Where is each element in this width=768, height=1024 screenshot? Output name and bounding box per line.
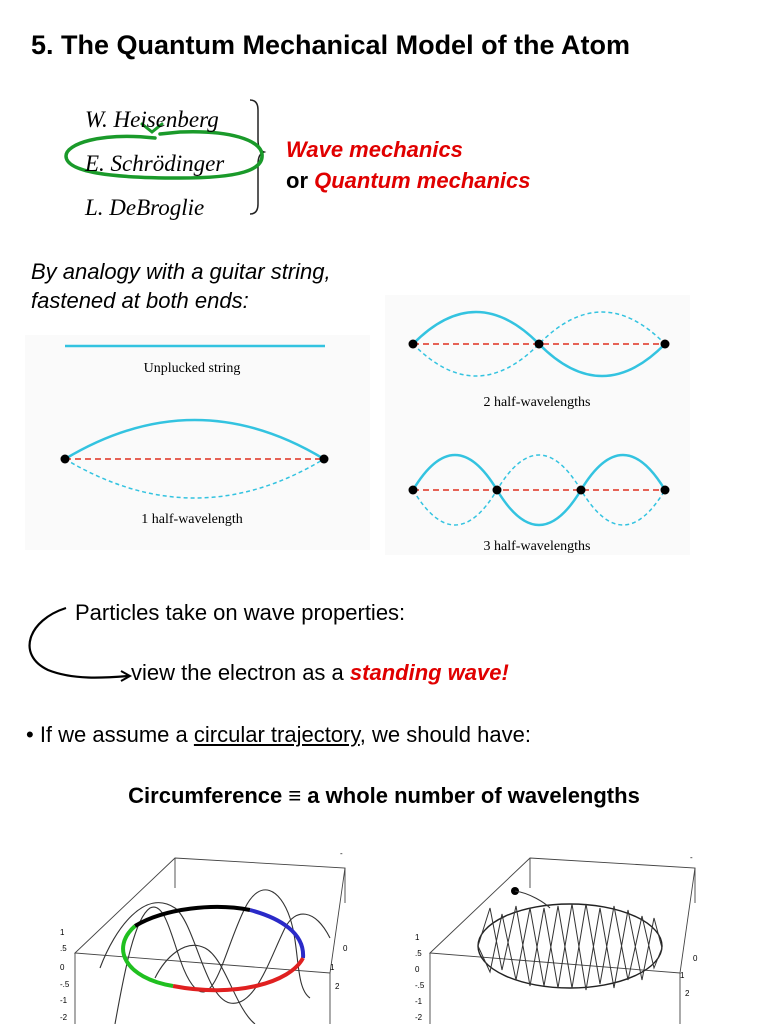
tick-y-2: 1 xyxy=(330,963,335,972)
tick-z-6: -2 xyxy=(60,1013,68,1022)
page-title: 5. The Quantum Mechanical Model of the Atom xyxy=(31,30,631,60)
unplucked-caption: Unplucked string xyxy=(143,361,241,376)
node-3c xyxy=(577,486,586,495)
view-prefix: view the electron as a xyxy=(131,660,344,685)
tick-z-2b: .5 xyxy=(415,949,422,958)
scientist-heisenberg: W. Heisenberg xyxy=(85,107,219,132)
assume-bullet xyxy=(26,722,531,748)
node-3b xyxy=(493,486,502,495)
three-half-caption: 3 half-wavelengths xyxy=(483,539,591,554)
tick-z-1b: 1 xyxy=(415,933,420,942)
tick-z-5: -1 xyxy=(60,996,68,1005)
string-diagrams-left xyxy=(25,335,370,550)
circular-trajectory-text: circular trajectory xyxy=(193,722,360,747)
tick-z-1: 1 xyxy=(60,928,65,937)
ring-segment-green xyxy=(123,926,173,986)
ring-segment-black xyxy=(135,907,250,926)
scientist-debroglie: L. DeBroglie xyxy=(85,195,205,220)
node-right xyxy=(320,455,329,464)
node-2b xyxy=(535,340,544,349)
circumference-statement: Circumference ≡ a whole number of wavelengths xyxy=(128,783,640,808)
string-diagrams-right xyxy=(385,295,690,555)
analogy-line-1: By analogy with a guitar string, xyxy=(31,259,331,284)
analogy-line-2: fastened at both ends: xyxy=(31,288,249,313)
circular-wave-plot-left xyxy=(55,848,355,1024)
node-left xyxy=(61,455,70,464)
node-3d xyxy=(661,486,670,495)
assume-prefix: If we assume a xyxy=(33,722,194,747)
string-panel-left xyxy=(25,335,370,550)
tick-y-2b: 1 xyxy=(680,971,685,980)
standing-wave-zigzag xyxy=(478,904,662,990)
wave-mechanics-label xyxy=(286,134,531,196)
tick-z-3: 0 xyxy=(60,963,65,972)
one-half-caption: 1 half-wavelength xyxy=(141,512,243,527)
two-half-caption: 2 half-wavelengths xyxy=(483,395,591,410)
node-3a xyxy=(409,486,418,495)
assume-suffix: , we should have: xyxy=(359,722,531,747)
tick-z-6b: -2 xyxy=(415,1013,423,1022)
scientist-list xyxy=(85,98,224,230)
string-panel-right xyxy=(385,295,690,555)
node-2a xyxy=(409,340,418,349)
tick-z-2: .5 xyxy=(60,944,67,953)
tick-y-4: - xyxy=(340,849,343,858)
half-wave-dashed xyxy=(65,459,324,498)
standing-wave-text xyxy=(131,660,509,686)
tick-y-1b: 0 xyxy=(693,954,698,963)
scientist-schrodinger: E. Schrödinger xyxy=(85,151,225,176)
tick-z-4: -.5 xyxy=(60,980,70,989)
tick-y-1: 0 xyxy=(343,944,348,953)
tick-y-3b: 2 xyxy=(685,989,690,998)
bullet-mark: • xyxy=(26,722,34,747)
circular-wave-plot-right xyxy=(410,848,710,1024)
tick-z-4b: -.5 xyxy=(415,981,425,990)
tick-z-5b: -1 xyxy=(415,997,423,1006)
or-text: or xyxy=(286,168,308,193)
analogy-text xyxy=(31,257,331,315)
particles-text: Particles take on wave properties: xyxy=(75,600,406,625)
tick-z-3b: 0 xyxy=(415,965,420,974)
half-wave-solid xyxy=(65,420,324,459)
node-2c xyxy=(661,340,670,349)
tick-y-3: 2 xyxy=(335,982,340,991)
wave-mechanics-text: Wave mechanics xyxy=(286,137,463,162)
standing-wave-emph: standing wave! xyxy=(349,660,509,685)
quantum-mechanics-text: Quantum mechanics xyxy=(314,168,531,193)
tick-y-4b: - xyxy=(690,853,693,862)
ring-segment-blue xyxy=(250,910,303,958)
